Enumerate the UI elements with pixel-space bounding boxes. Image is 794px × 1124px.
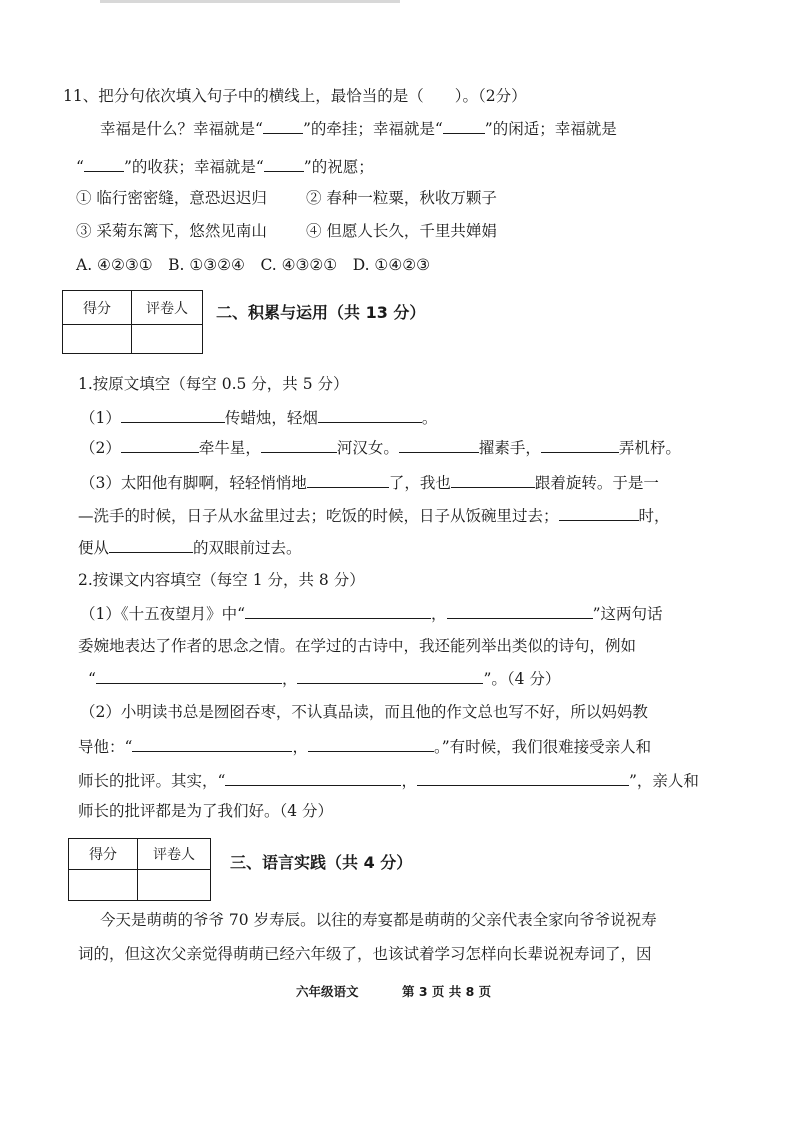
s2-q1-item3-line3: 便从 的双眼前过去。: [78, 539, 302, 557]
q11-line1: 幸福是什么？幸福就是“ ”的牵挂；幸福就是“ ”的闲适；幸福就是: [100, 120, 617, 138]
blank[interactable]: [447, 603, 593, 619]
score-header: 得分: [63, 291, 132, 325]
blank[interactable]: [417, 770, 629, 786]
q11-option-4: ④ 但愿人长久，千里共婵娟: [306, 222, 497, 240]
q11-option-1: ① 临行密密缝，意恐迟迟归: [76, 189, 267, 207]
s2-q2-item1-line3: “ ， ”。（4 分）: [88, 670, 561, 688]
grader-header: 评卷人: [132, 291, 203, 325]
blank[interactable]: [96, 668, 282, 684]
blank[interactable]: [451, 472, 535, 488]
q11-stem: 11、把分句依次填入句子中的横线上，最恰当的是（ ）。（2分）: [63, 87, 527, 105]
blank[interactable]: [399, 437, 479, 453]
scan-edge-mark: [100, 0, 400, 3]
s2-q2-title: 2.按课文内容填空（每空 1 分，共 8 分）: [78, 571, 365, 589]
blank[interactable]: [541, 437, 619, 453]
score-cell[interactable]: [63, 325, 132, 354]
score-cell[interactable]: [69, 870, 138, 901]
blank[interactable]: [121, 407, 225, 423]
blank[interactable]: [264, 156, 304, 172]
s2-q1-item2: （2） 牵牛星， 河汉女。 擢素手， 弄机杼。: [80, 439, 681, 457]
blank[interactable]: [308, 736, 434, 752]
grader-cell[interactable]: [138, 870, 211, 901]
s2-q1-item1: （1） 传蜡烛，轻烟 。: [80, 409, 438, 427]
q11-option-2: ② 春种一粒粟，秋收万颗子: [306, 189, 497, 207]
blank[interactable]: [109, 537, 193, 553]
blank[interactable]: [318, 407, 422, 423]
blank[interactable]: [132, 736, 292, 752]
q11-choices: A. ④②③① B. ①③②④ C. ④③②① D. ①④②③: [76, 256, 431, 274]
grader-header: 评卷人: [138, 839, 211, 870]
s2-q2-item2-line1: （2）小明读书总是囫囵吞枣，不认真品读，而且他的作文总也写不好，所以妈妈教: [80, 703, 648, 721]
blank[interactable]: [225, 770, 401, 786]
footer-page-number: 第 3 页 共 8 页: [402, 984, 492, 999]
blank[interactable]: [261, 437, 337, 453]
s2-q1-item3-line1: （3）太阳他有脚啊，轻轻悄悄地 了，我也 跟着旋转。于是一: [80, 474, 659, 492]
blank[interactable]: [121, 437, 199, 453]
s2-q1-item3-line2: —洗手的时候，日子从水盆里过去；吃饭的时候，日子从饭碗里过去； 时，: [78, 507, 670, 525]
blank[interactable]: [245, 603, 431, 619]
section2-title: 二、积累与运用（共 13 分）: [216, 303, 426, 322]
s2-q2-item2-line3: 师长的批评。其实，“ ， ”，亲人和: [78, 772, 699, 790]
section3-title: 三、语言实践（共 4 分）: [230, 853, 413, 872]
grader-cell[interactable]: [132, 325, 203, 354]
blank[interactable]: [297, 668, 483, 684]
blank[interactable]: [443, 118, 485, 134]
blank[interactable]: [84, 156, 124, 172]
s2-q2-item1-line1: （1）《十五夜望月》中“ ， ”这两句话: [80, 605, 663, 623]
score-box-section3: [68, 838, 211, 901]
blank[interactable]: [307, 472, 389, 488]
score-header: 得分: [69, 839, 138, 870]
score-box-section2: [62, 290, 203, 354]
q11-option-3: ③ 采菊东篱下，悠然见南山: [76, 222, 267, 240]
s2-q2-item2-line2: 导他：“ ， 。”有时候，我们很难接受亲人和: [78, 738, 652, 756]
s3-paragraph-line2: 词的，但这次父亲觉得萌萌已经六年级了，也该试着学习怎样向长辈说祝寿词了，因: [78, 945, 652, 963]
s2-q2-item2-line4: 师长的批评都是为了我们好。（4 分）: [78, 802, 334, 820]
s2-q1-title: 1.按原文填空（每空 0.5 分，共 5 分）: [78, 375, 349, 393]
blank[interactable]: [559, 505, 639, 521]
s2-q2-item1-line2: 委婉地表达了作者的思念之情。在学过的古诗中，我还能列举出类似的诗句，例如: [78, 637, 637, 655]
footer-subject: 六年级语文: [296, 984, 359, 999]
q11-line2: “ ”的收获；幸福就是“ ”的祝愿；: [76, 158, 374, 176]
blank[interactable]: [263, 118, 303, 134]
s3-paragraph-line1: 今天是萌萌的爷爷 70 岁寿辰。以往的寿宴都是萌萌的父亲代表全家向爷爷说祝寿: [100, 911, 657, 929]
